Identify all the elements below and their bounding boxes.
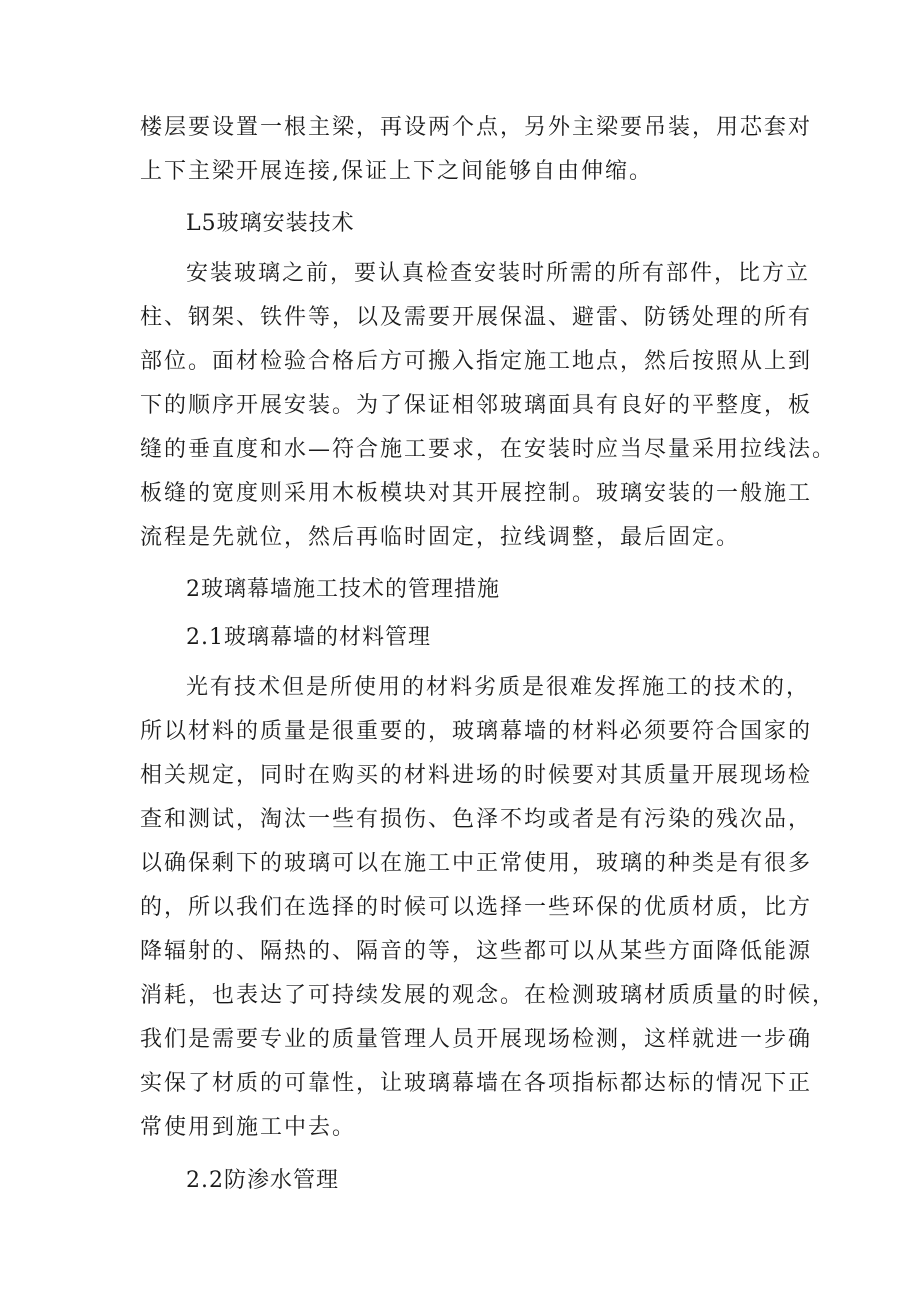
paragraph-line: 柱、钢架、铁件等，以及需要开展保温、避雷、防锈处理的所有 (140, 305, 813, 330)
paragraph-line: 安装玻璃之前，要认真检查安装时所需的所有部件，比方立 (186, 261, 811, 286)
paragraph-line: 常使用到施工中去。 (140, 1115, 357, 1140)
paragraph-line: 以确保剩下的玻璃可以在施工中正常使用，玻璃的种类是有很多 (140, 851, 813, 876)
paragraph-line: 的，所以我们在选择的时候可以选择一些环保的优质材质，比方 (140, 895, 813, 920)
paragraph-line: 相关规定，同时在购买的材料进场的时候要对其质量开展现场检 (140, 763, 813, 788)
paragraph-line: 查和测试，淘汰一些有损伤、色泽不均或者是有污染的残次品， (140, 807, 813, 832)
paragraph-line: 我们是需要专业的质量管理人员开展现场检测，这样就进一步确 (140, 1027, 813, 1052)
paragraph-line: 部位。面材检验合格后方可搬入指定施工地点，然后按照从上到 (140, 349, 813, 374)
paragraph-line: 流程是先就位，然后再临时固定，拉线调整，最后固定。 (140, 525, 741, 550)
paragraph-line: 楼层要设置一根主梁，再设两个点，另外主梁要吊装，用芯套对 (140, 115, 813, 140)
paragraph-line: 降辐射的、隔热的、隔音的等，这些都可以从某些方面降低能源 (140, 939, 813, 964)
paragraph-line: 所以材料的质量是很重要的，玻璃幕墙的材料必须要符合国家的 (140, 719, 813, 744)
section-heading-2: 2玻璃幕墙施工技术的管理措施 (186, 577, 500, 602)
section-heading-1-5: L5玻璃安装技术 (186, 211, 355, 236)
section-heading-2-2: 2.2防渗水管理 (186, 1168, 339, 1193)
paragraph-line: 缝的垂直度和水—符合施工要求，在安装时应当尽量采用拉线法。 (140, 437, 837, 462)
paragraph-line: 板缝的宽度则采用木板模块对其开展控制。玻璃安装的一般施工 (140, 481, 813, 506)
paragraph-line: 下的顺序开展安装。为了保证相邻玻璃面具有良好的平整度，板 (140, 393, 813, 418)
paragraph-line: 消耗，也表达了可持续发展的观念。在检测玻璃材质质量的时候， (140, 983, 837, 1008)
paragraph-line: 实保了材质的可靠性，让玻璃幕墙在各项指标都达标的情况下正 (140, 1071, 813, 1096)
paragraph-line: 光有技术但是所使用的材料劣质是很难发挥施工的技术的， (186, 675, 811, 700)
paragraph-line: 上下主梁开展连接,保证上下之间能够自由伸缩。 (140, 159, 653, 184)
section-heading-2-1: 2.1玻璃幕墙的材料管理 (186, 625, 431, 650)
